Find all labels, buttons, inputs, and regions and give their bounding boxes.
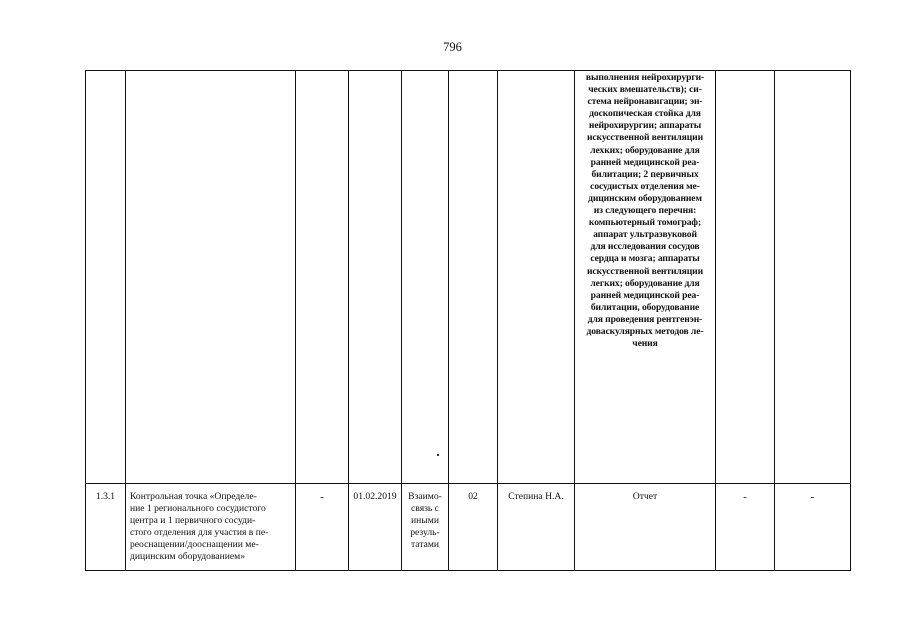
checkpoint-description: Контрольная точка «Определе- ние 1 регионального сосудистого центра и 1 первичного сосуди- стого отделения для участия в пе- реоснащении/дооснащении ме- дицинским оборудованием» [130,491,269,563]
cell-responsible [498,484,575,571]
table-row-checkpoint [86,484,851,571]
checkpoint-extra-1: - [743,491,747,503]
scan-speck [437,454,439,456]
cell-description [126,484,296,571]
cell-number [86,71,126,484]
page-number: 796 [443,40,462,54]
checkpoint-extra-2: - [810,491,815,503]
cell-end-date [349,71,402,484]
checkpoint-relation: Взаимо- связь с иными резуль- татами [408,491,442,551]
cell-extra-2 [775,484,851,571]
cell-description [126,71,296,484]
cell-extra-1 [716,71,775,484]
checkpoint-result-type: Отчет [632,491,658,502]
table-row-continued [86,71,851,484]
checkpoint-responsible: Степина Н.А. [508,491,564,502]
cell-start-date [296,484,349,571]
checkpoint-code: 02 [468,491,478,502]
cell-relation [402,484,449,571]
cell-start-date [296,71,349,484]
cell-number [86,484,126,571]
checkpoint-end-date: 01.02.2019 [353,491,397,502]
cell-extra-1 [716,484,775,571]
plan-table [85,70,851,571]
cell-extra-2 [775,71,851,484]
cell-equipment-text [575,71,716,484]
checkpoint-start-date: - [320,491,324,503]
checkpoint-number: 1.3.1 [95,491,116,502]
equipment-text: выполнения нейрохирурги- ческих вмешательств); си- стема нейронавигации; эн- доскопическая стойка для нейрохирургии; аппараты искусственной вентиляции лехких; оборудование для ранней медицинской реа- билитации; 2 первичных сосудистых отделения ме- дицинским оборудованием из следующего перечня: компьютерный томограф; аппарат ультразвуковой для исследования сосудов сердца и мозга; аппараты искусственной вентиляции легких; оборудование для ранней медицинской реа- билитации, оборудование для проведения рентгенэн- доваскулярных методов ле- чения [585,72,705,350]
cell-end-date [349,484,402,571]
cell-responsible [498,71,575,484]
cell-code [449,71,498,484]
cell-relation [402,71,449,484]
cell-result-type [575,484,716,571]
cell-code [449,484,498,571]
